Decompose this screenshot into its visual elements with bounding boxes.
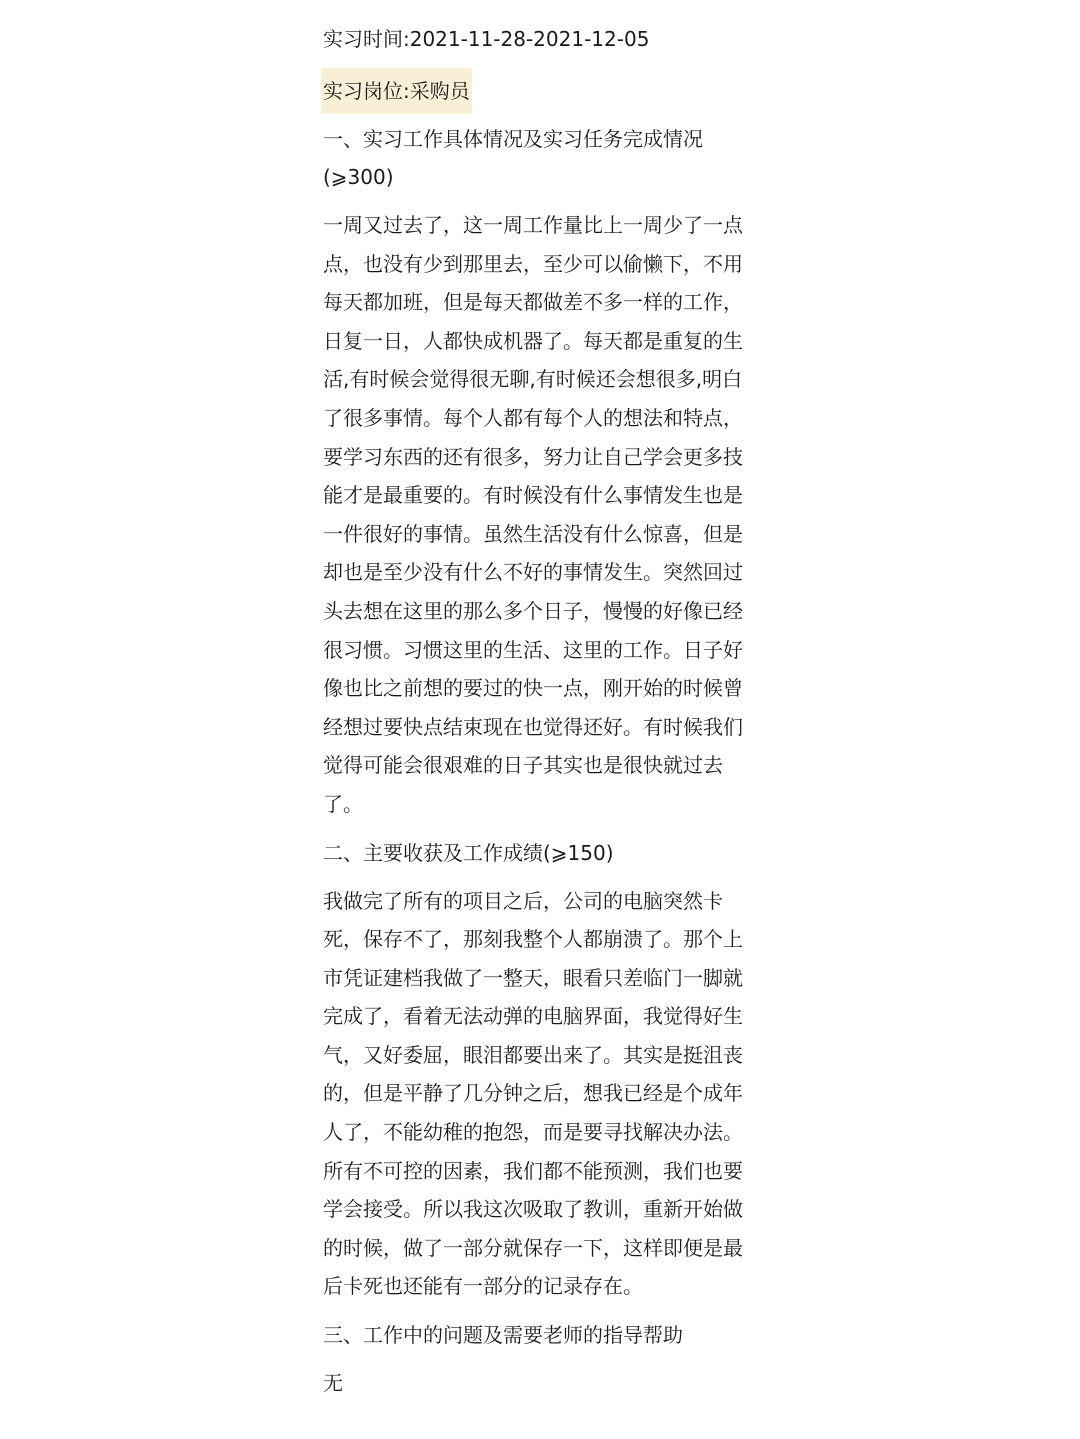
paragraph-line: 无 — [323, 1371, 343, 1396]
paragraph-line: 觉得可能会很艰难的日子其实也是很快就过去 — [323, 753, 723, 778]
section2-paragraph — [323, 882, 763, 1307]
section3-heading — [323, 1316, 763, 1354]
paragraph-line: 所有不可控的因素，我们都不能预测，我们也要 — [323, 1158, 743, 1183]
paragraph-line: 后卡死也还能有一部分的记录存在。 — [323, 1274, 643, 1299]
internship-position: 实习岗位:采购员 — [321, 68, 472, 114]
paragraph-line: 气，又好委屈，眼泪都要出来了。其实是挺沮丧 — [323, 1042, 743, 1067]
heading-line: 三、工作中的问题及需要老师的指导帮助 — [323, 1323, 683, 1348]
paragraph-line: 却也是至少没有什么不好的事情发生。突然回过 — [323, 560, 743, 585]
paragraph-line: 要学习东西的还有很多，努力让自己学会更多技 — [323, 444, 743, 469]
heading-line: 二、主要收获及工作成绩(⩾150) — [323, 840, 614, 865]
paragraph-line: 了。 — [323, 791, 363, 816]
section1-heading — [323, 120, 763, 196]
paragraph-line: 能才是最重要的。有时候没有什么事情发生也是 — [323, 483, 743, 508]
paragraph-line: 了很多事情。每个人都有每个人的想法和特点， — [323, 405, 743, 430]
section1-paragraph — [323, 206, 763, 824]
paragraph-line: 每天都加班，但是每天都做差不多一样的工作， — [323, 290, 743, 315]
paragraph-line: 像也比之前想的要过的快一点，刚开始的时候曾 — [323, 676, 743, 701]
paragraph-line: 日复一日，人都快成机器了。每天都是重复的生 — [323, 328, 743, 353]
document-body — [323, 20, 763, 1413]
paragraph-line: 很习惯。习惯这里的生活、这里的工作。日子好 — [323, 637, 743, 662]
section2-heading — [323, 834, 763, 872]
paragraph-line: 活,有时候会觉得很无聊,有时候还会想很多,明白 — [323, 367, 743, 392]
section3-paragraph — [323, 1364, 763, 1403]
paragraph-line: 完成了，看着无法动弹的电脑界面，我觉得好生 — [323, 1004, 743, 1029]
paragraph-line: 头去想在这里的那么多个日子，慢慢的好像已经 — [323, 598, 743, 623]
paragraph-line: 的时候，做了一部分就保存一下，这样即便是最 — [323, 1235, 743, 1260]
paragraph-line: 学会接受。所以我这次吸取了教训，重新开始做 — [323, 1197, 743, 1222]
paragraph-line: 一周又过去了，这一周工作量比上一周少了一点 — [323, 213, 743, 237]
paragraph-line: 死，保存不了，那刻我整个人都崩溃了。那个上 — [323, 927, 743, 952]
paragraph-line: 人了，不能幼稚的抱怨，而是要寻找解决办法。 — [323, 1120, 743, 1145]
paragraph-line: 经想过要快点结束现在也觉得还好。有时候我们 — [323, 714, 743, 739]
paragraph-line: 一件很好的事情。虽然生活没有什么惊喜，但是 — [323, 521, 743, 546]
heading-line: 一、实习工作具体情况及实习任务完成情况 — [323, 127, 703, 151]
heading-line: (⩾300) — [323, 165, 394, 189]
paragraph-line: 点，也没有少到那里去，至少可以偷懒下，不用 — [323, 251, 743, 276]
paragraph-line: 我做完了所有的项目之后，公司的电脑突然卡 — [323, 888, 723, 913]
internship-time: 实习时间:2021-11-28-2021-12-05 — [323, 27, 650, 51]
paragraph-line: 市凭证建档我做了一整天，眼看只差临门一脚就 — [323, 965, 743, 990]
paragraph-line: 的，但是平静了几分钟之后，想我已经是个成年 — [323, 1081, 743, 1106]
